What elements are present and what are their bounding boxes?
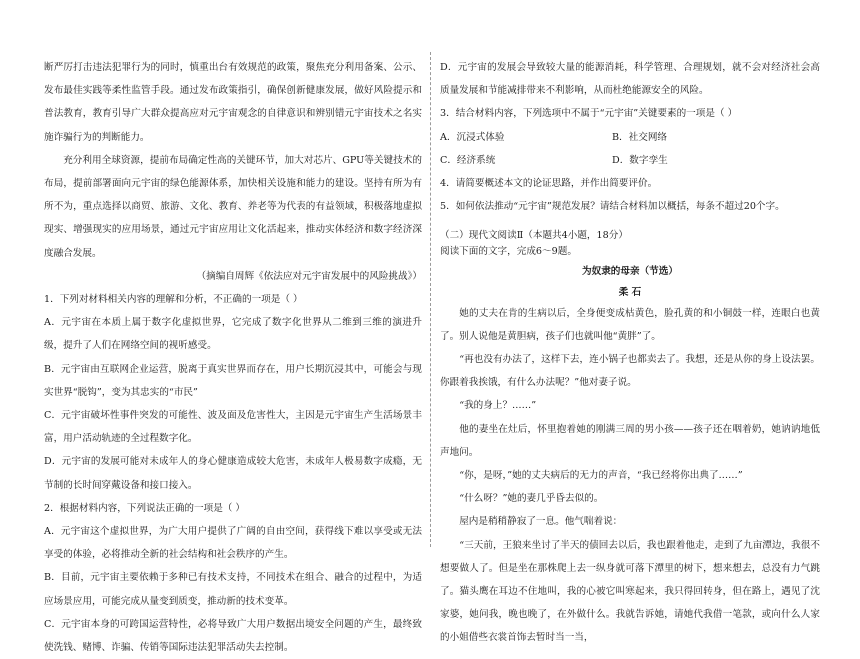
- column-divider: [430, 52, 431, 547]
- question-3-option-a: A．沉浸式体验: [440, 131, 505, 143]
- question-1-option-c: C．元宇宙破坏性事件突发的可能性、波及面及危害性大，主因是元宇宙生产生活场景丰富，用户活动轨迹的全过程数字化。: [44, 410, 422, 445]
- passage-paragraph: 充分利用全球资源，提前布局确定性高的关键环节，加大对芯片、GPU等关键技术的布局，提前部署面向元宇宙的绿色能源体系，加快相关设施和能力的建设。坚持有所为有所不为，重点选择以商贸、旅游、文化、教育、养老等为代表的有益领域，积极落地虚拟现实、增强现实的应用场景，通过元宇宙应用让文化活起来，推动实体经济和数字经济深度融合发展。: [44, 154, 422, 259]
- question-2-option-d: D．元宇宙的发展会导致较大量的能源消耗，科学管理、合理规划，就不会对经济社会高质量发展和节能减排带来不利影响，从而杜绝能源安全的风险。: [440, 62, 820, 97]
- story-title: 为奴隶的母亲（节选）: [582, 266, 678, 278]
- left-column: [44, 56, 422, 659]
- right-column: [440, 56, 820, 650]
- story-paragraph: 他的妻坐在灶后，怀里抱着她的刚满三周的男小孩——孩子还在咽着奶，她讷讷地低声地问。: [440, 423, 820, 458]
- section-heading: （二）现代文阅读Ⅱ（本题共4小题，18分）: [440, 230, 628, 242]
- question-2-option-c: C．元宇宙本身的可跨国运营特性，必将导致广大用户数据出境安全问题的产生，最终致使洗钱、赌博、诈骗、传销等国际违法犯罪活动失去控制。: [44, 618, 422, 654]
- section-instruction: 阅读下面的文字，完成6～9题。: [440, 246, 577, 258]
- question-3-option-d: D．数字孪生: [612, 154, 668, 166]
- question-1-option-a: A．元宇宙在本质上属于数字化虚拟世界，它完成了数字化世界从二维到三维的演进升级，提升了人们在网络空间的视听感受。: [44, 317, 422, 352]
- question-2-option-a: A．元宇宙这个虚拟世界，为广大用户提供了广阔的自由空间，获得线下难以享受或无法享受的体验，必将推动全新的社会结构和社会秩序的产生。: [44, 526, 422, 561]
- story-paragraph: 屋内是稍稍静寂了一息。他气喘着说：: [459, 516, 623, 528]
- story-paragraph: “我的身上？……”: [459, 400, 537, 412]
- question-3-options-row: [440, 149, 820, 172]
- question-1-option-d: D．元宇宙的发展可能对未成年人的身心健康造成较大危害，未成年人极易数字成瘾，无节制的长时间穿戴设备和接口接入。: [44, 456, 422, 491]
- question-2-option-b: B．目前，元宇宙主要依赖于多种已有技术支持，不同技术在组合、融合的过程中，为适应场景应用，可能完成从量变到质变，推动新的技术变革。: [44, 572, 422, 607]
- question-2: 2．根据材料内容，下列说法正确的一项是（ ）: [44, 502, 246, 514]
- question-1: 1．下列对材料相关内容的理解和分析，不正确的一项是（ ）: [44, 294, 303, 306]
- question-3: 3．结合材料内容，下列选项中不属于“元宇宙”关键要素的一项是（ ）: [440, 108, 738, 120]
- question-5: 5．如何依法推动“元宇宙”规范发展？请结合材料加以概括，每条不超过20个字。: [440, 201, 785, 213]
- question-1-option-b: B．元宇宙由互联网企业运营，脱离于真实世界而存在，用户长期沉浸其中，可能会与现实世界“脱钩”，变为其忠实的“市民”: [44, 363, 422, 398]
- story-author: 柔 石: [618, 286, 642, 298]
- question-3-option-b: B．社交网络: [612, 131, 668, 143]
- question-3-options-row: [440, 126, 820, 149]
- passage-source: （摘编自周辉《依法应对元宇宙发展中的风险挑战》）: [196, 270, 422, 282]
- story-paragraph: “再也没有办法了，这样下去，连小锅子也都卖去了。我想，还是从你的身上设法罢。你跟着我挨饿，有什么办法呢？”他对妻子说。: [440, 354, 820, 389]
- story-paragraph: “你，是呀，”她的丈夫病后的无力的声音，“我已经将你出典了……”: [459, 470, 743, 482]
- story-paragraph: “三天前，王狼来坐讨了半天的债回去以后，我也跟着他走，走到了九亩潭边，我很不想要做人了。但是坐在那株爬上去一纵身就可落下潭里的树下，想来想去，总没有力气跳了。猫头鹰在耳边不住地叫，我的心被它叫寒起来，我只得回转身，但在路上，遇见了沈家婆，她问我，晚也晚了，在外做什么。我就告诉她，请她代我借一笔款，或向什么人家的小姐借些衣裳首饰去暂时当一当，: [440, 539, 820, 644]
- story-paragraph: 她的丈夫在肯的生病以后，全身便变成枯黄色，脸孔黄的和小铜鼓一样，连眼白也黄了。别人说他是黄胆病，孩子们也就叫他“黄胖”了。: [440, 307, 820, 342]
- passage-paragraph: 断严厉打击违法犯罪行为的同时，慎重出台有效规范的政策，聚焦充分利用备案、公示、发布最佳实践等柔性监管手段。通过发布政策指引，确保创新健康发展，做好风险提示和普法教育，教育引导广大群众提高应对元宇宙观念的自律意识和辨别错元宇宙技术之名实施诈骗行为的判断能力。: [44, 62, 422, 143]
- question-3-option-c: C．经济系统: [440, 154, 496, 166]
- question-4: 4．请简要概述本文的论证思路，并作出简要评价。: [440, 178, 658, 190]
- story-paragraph: “什么呀？”她的妻几乎昏去似的。: [459, 493, 604, 505]
